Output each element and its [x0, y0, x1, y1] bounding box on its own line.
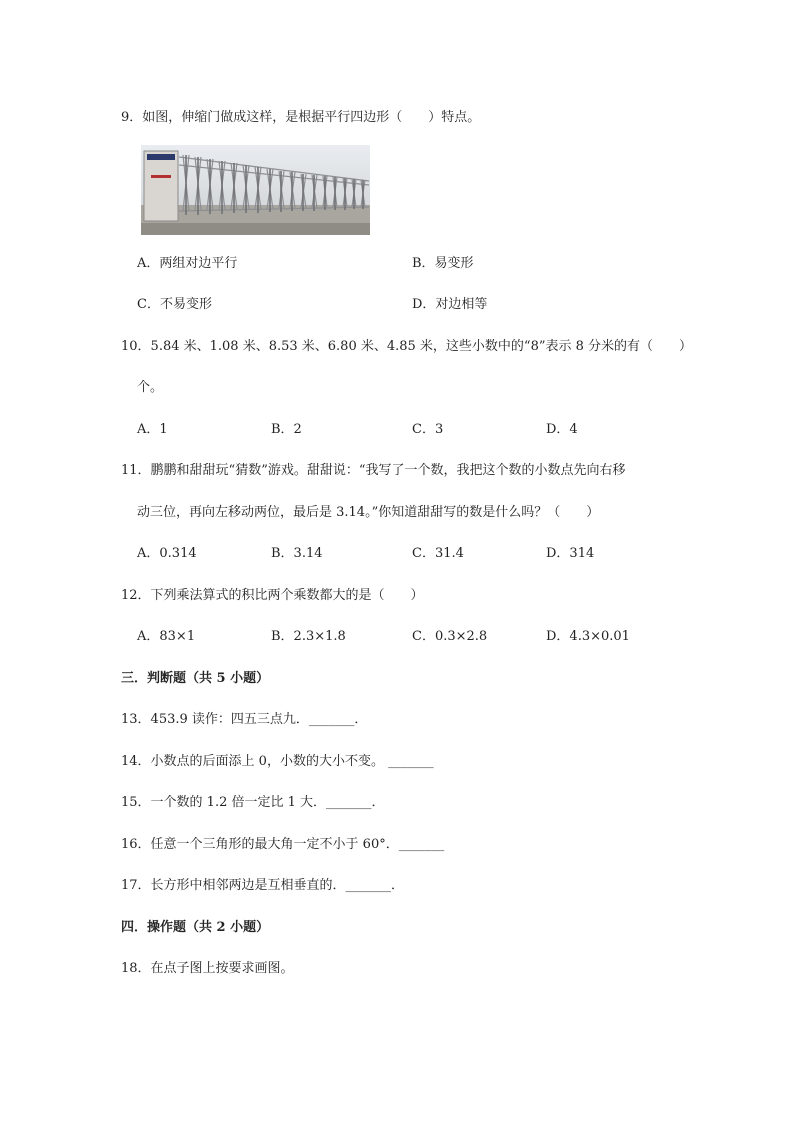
- q12-option-a: A．83×1: [137, 629, 196, 644]
- q11-option-b: B．3.14: [271, 546, 323, 561]
- q10-stem-line1: 10．5.84 米、1.08 米、8.53 米、6.80 米、4.85 米，这些小数中的“8”表示 8 分米的有（ ）: [121, 339, 693, 354]
- q11-option-c: C．31.4: [412, 546, 464, 561]
- q10-option-a: A．1: [137, 422, 168, 437]
- q9-option-b: B．易变形: [412, 256, 474, 271]
- q13-stem: 13．453.9 读作：四五三点九．_______．: [121, 712, 368, 727]
- q12-stem: 12．下列乘法算式的积比两个乘数都大的是（ ）: [121, 588, 424, 603]
- q9-option-d: D．对边相等: [412, 297, 488, 312]
- q11-option-a: A．0.314: [137, 546, 197, 561]
- section-4-title: 四．操作题（共 2 小题）: [121, 920, 270, 935]
- q11-stem-line1: 11．鹏鹏和甜甜玩“猜数”游戏。甜甜说：“我写了一个数，我把这个数的小数点先向右移: [121, 463, 626, 478]
- q9-stem: 9．如图，伸缩门做成这样，是根据平行四边形（ ）特点。: [121, 110, 481, 125]
- q16-stem: 16．任意一个三角形的最大角一定不小于 60°．_______: [121, 837, 445, 852]
- q18-stem: 18．在点子图上按要求画图。: [121, 961, 294, 976]
- q12-option-c: C．0.3×2.8: [412, 629, 488, 644]
- retractable-gate-photo-icon: [141, 145, 370, 235]
- q10-stem-line2: 个。: [137, 380, 164, 395]
- q17-stem: 17．长方形中相邻两边是互相垂直的．_______．: [121, 878, 405, 893]
- q12-option-b: B．2.3×1.8: [271, 629, 346, 644]
- q11-option-d: D．314: [546, 546, 595, 561]
- q15-stem: 15．一个数的 1.2 倍一定比 1 大．_______．: [121, 795, 385, 810]
- section-3-title: 三．判断题（共 5 小题）: [121, 671, 270, 686]
- q12-option-d: D．4.3×0.01: [546, 629, 630, 644]
- q9-option-c: C．不易变形: [137, 297, 212, 312]
- q11-stem-line2: 动三位，再向左移动两位，最后是 3.14。”你知道甜甜写的数是什么吗？（ ）: [137, 505, 600, 520]
- q10-option-b: B．2: [271, 422, 302, 437]
- q9-option-a: A．两组对边平行: [137, 256, 238, 271]
- q14-stem: 14．小数点的后面添上 0，小数的大小不变。 _______: [121, 754, 434, 769]
- q10-option-c: C．3: [412, 422, 444, 437]
- q10-option-d: D．4: [546, 422, 578, 437]
